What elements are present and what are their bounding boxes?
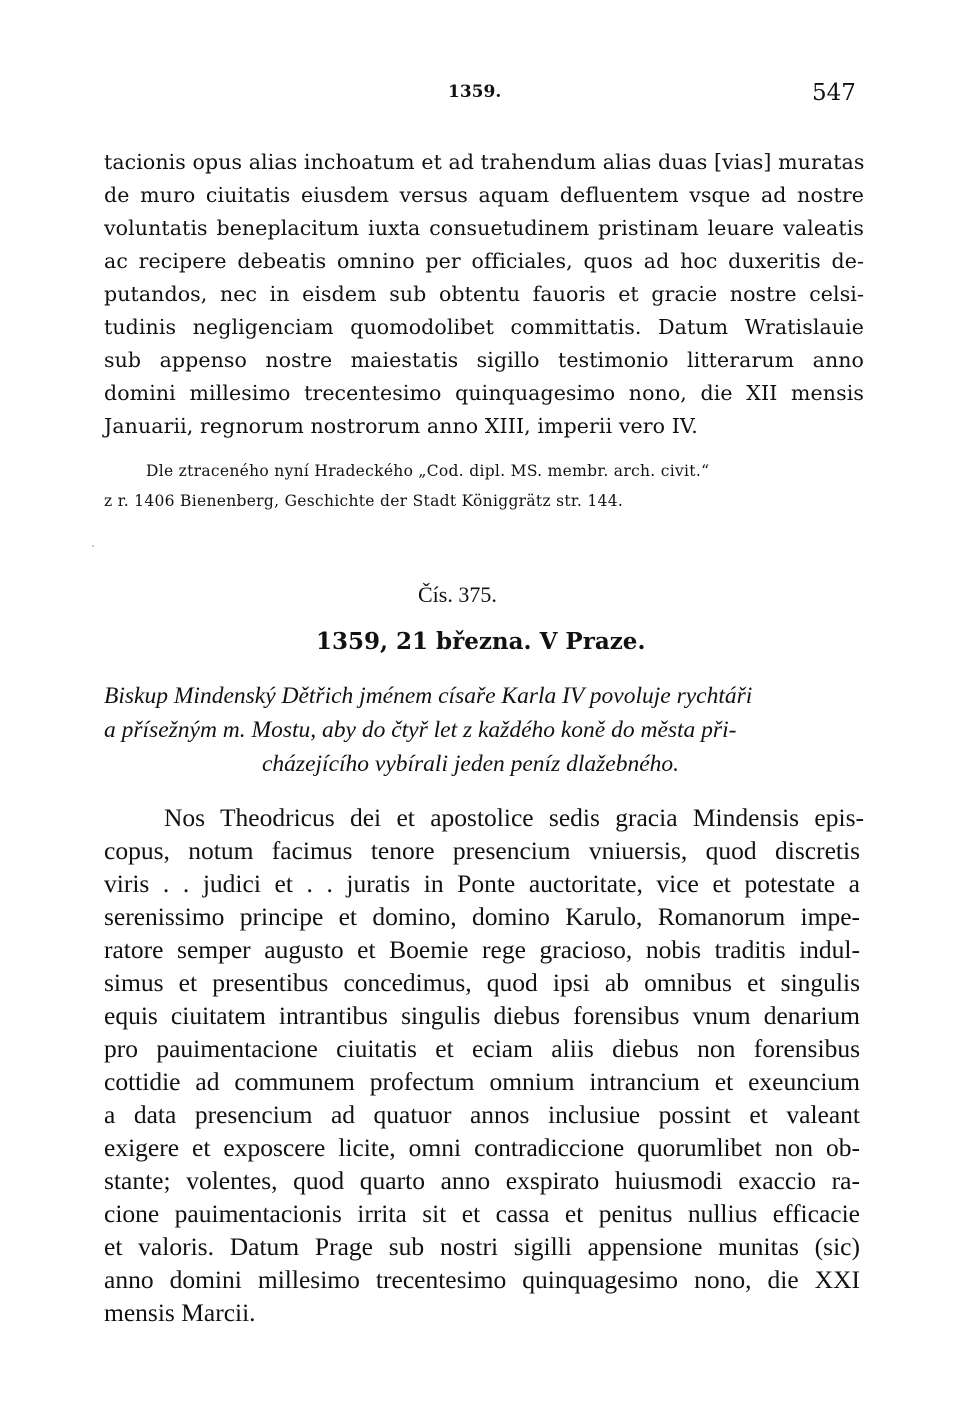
charter-line: exigere et exposcere licite, omni contradiccione quorumlibet non ob-: [104, 1133, 860, 1162]
text-line: de muro ciuitatis eiusdem versus aquam defluentem vsque ad nostre: [104, 183, 864, 207]
charter-line: serenissimo principe et domino, domino Karulo, Romanorum impe-: [104, 902, 860, 931]
source-note-line: z r. 1406 Bienenberg, Geschichte der Stadt Königgrätz str. 144.: [104, 492, 624, 510]
charter-line: et valoris. Datum Prage sub nostri sigilli appensione munitas (sic): [104, 1232, 860, 1261]
charter-line: Nos Theodricus dei et apostolice sedis gracia Mindensis epis-: [164, 803, 864, 832]
document-date-place: 1359, 21 března. V Praze.: [316, 628, 646, 655]
regest-line: Biskup Mindenský Dětřich jménem císaře Karla IV povoluje rychtáři: [104, 683, 753, 709]
charter-line: cione pauimentacionis irrita sit et cassa et penitus nullius efficacie: [104, 1199, 860, 1228]
document-number: Čís. 375.: [418, 582, 497, 607]
running-header-year: 1359.: [448, 82, 502, 102]
regest-line: a přísežným m. Mostu, aby do čtyř let z každého koně do města při-: [104, 717, 737, 743]
text-line: ac recipere debeatis omnino per officiales, quos ad hoc duxeritis de-: [104, 249, 864, 273]
charter-line: ratore semper augusto et Boemie rege gracioso, nobis traditis indul-: [104, 935, 860, 964]
text-line: putandos, nec in eisdem sub obtentu fauoris et gracie nostre celsi-: [104, 282, 864, 306]
text-line: Januarii, regnorum nostrorum anno XIII, imperii vero IV.: [104, 414, 698, 438]
source-note-line: Dle ztraceného nyní Hradeckého „Cod. dipl. MS. membr. arch. civit.“: [146, 462, 710, 480]
text-line: sub appenso nostre maiestatis sigillo testimonio litterarum anno: [104, 348, 864, 372]
charter-line: a data presencium ad quatuor annos inclusiue possint et valeant: [104, 1100, 860, 1129]
paper-speck: [92, 545, 94, 547]
page-number: 547: [812, 80, 856, 106]
regest-line: cházejícího vybírali jeden peníz dlažebného.: [262, 751, 680, 777]
charter-line: stante; volentes, quod quarto anno exspirato huiusmodi exaccio ra-: [104, 1166, 860, 1195]
text-line: domini millesimo trecentesimo quinquagesimo nono, die XII mensis: [104, 381, 864, 405]
text-line: voluntatis beneplacitum iuxta consuetudinem pristinam leuare valeatis: [104, 216, 864, 240]
charter-line: equis ciuitatem intrantibus singulis diebus forensibus vnum denarium: [104, 1001, 860, 1030]
charter-line: copus, notum facimus tenore presencium vniuersis, quod discretis: [104, 836, 860, 865]
charter-line: cottidie ad communem profectum omnium intrancium et exeuncium: [104, 1067, 860, 1096]
charter-line: pro pauimentacione ciuitatis et eciam aliis diebus non forensibus: [104, 1034, 860, 1063]
charter-line: simus et presentibus concedimus, quod ipsi ab omnibus et singulis: [104, 968, 860, 997]
text-line: tudinis negligenciam quomodolibet committatis. Datum Wratislauie: [104, 315, 864, 339]
charter-line: mensis Marcii.: [104, 1298, 256, 1327]
charter-line: viris . . judici et . . juratis in Ponte auctoritate, vice et potestate a: [104, 869, 860, 898]
charter-line: anno domini millesimo trecentesimo quinquagesimo nono, die XXI: [104, 1265, 860, 1294]
text-line: tacionis opus alias inchoatum et ad trahendum alias duas [vias] muratas: [104, 150, 865, 174]
